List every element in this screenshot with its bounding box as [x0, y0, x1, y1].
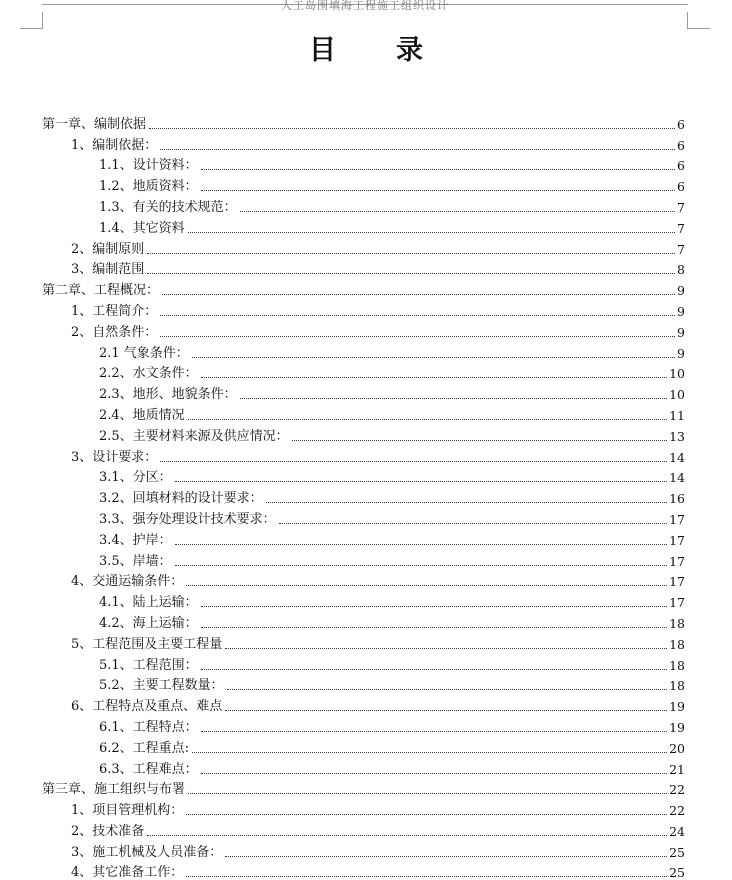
toc-leader-dots — [175, 544, 667, 545]
toc-entry-page: 21 — [669, 761, 685, 777]
toc-entry[interactable] — [42, 839, 685, 860]
toc-entry-label: 3.4、护岸： — [99, 532, 172, 548]
toc-entry-page: 13 — [669, 428, 685, 444]
toc-entry-page: 14 — [669, 470, 685, 486]
toc-entry[interactable] — [42, 194, 685, 215]
toc-entry-label: 2.2、水文条件： — [99, 366, 198, 382]
toc-leader-dots — [188, 419, 667, 420]
toc-entry[interactable] — [42, 111, 685, 132]
toc-entry-label: 3.5、岸墙： — [99, 553, 172, 569]
toc-entry-page: 18 — [669, 636, 685, 652]
toc-entry-page: 6 — [677, 158, 685, 174]
toc-entry-label: 第三章、施工组织与布署 — [42, 782, 186, 798]
toc-entry-label: 3、施工机械及人员准备： — [71, 844, 223, 860]
toc-leader-dots — [201, 773, 667, 774]
toc-entry-page: 9 — [677, 283, 685, 299]
toc-entry-label: 2.1 气象条件： — [99, 345, 189, 361]
toc-leader-dots — [192, 357, 675, 358]
toc-entry-page: 6 — [677, 179, 685, 195]
toc-entry-page: 19 — [669, 719, 685, 735]
toc-entry-label: 4、其它准备工作： — [71, 865, 184, 880]
toc-entry-page: 16 — [669, 491, 685, 507]
toc-entry[interactable] — [42, 673, 685, 694]
toc-entry[interactable] — [42, 485, 685, 506]
toc-entry[interactable] — [42, 631, 685, 652]
toc-leader-dots — [201, 190, 675, 191]
toc-leader-dots — [147, 273, 675, 274]
toc-entry-label: 1.4、其它资料 — [99, 220, 185, 236]
toc-entry-page: 8 — [677, 262, 685, 278]
toc-leader-dots — [162, 294, 675, 295]
toc-entry[interactable] — [42, 381, 685, 402]
toc-entry-page: 7 — [677, 220, 685, 236]
toc-entry[interactable] — [42, 361, 685, 382]
toc-entry-page: 9 — [677, 324, 685, 340]
toc-entry[interactable] — [42, 860, 685, 880]
toc-entry-page: 10 — [669, 366, 685, 382]
toc-entry[interactable] — [42, 589, 685, 610]
toc-entry-page: 22 — [669, 803, 685, 819]
toc-entry[interactable] — [42, 693, 685, 714]
toc-entry[interactable] — [42, 797, 685, 818]
toc-entry[interactable] — [42, 215, 685, 236]
toc-leader-dots — [192, 752, 667, 753]
toc-entry-label: 3.2、回填材料的设计要求： — [99, 491, 263, 507]
toc-leader-dots — [201, 627, 667, 628]
toc-leader-dots — [279, 523, 667, 524]
toc-entry-page: 17 — [669, 511, 685, 527]
toc-entry[interactable] — [42, 465, 685, 486]
toc-leader-dots — [201, 377, 667, 378]
toc-entry-page: 20 — [669, 740, 685, 756]
toc-entry-page: 9 — [677, 345, 685, 361]
crop-mark-top-right — [687, 12, 710, 29]
toc-entry[interactable] — [42, 610, 685, 631]
toc-entry[interactable] — [42, 777, 685, 798]
toc-entry-label: 2.4、地质情况 — [99, 407, 185, 423]
toc-entry[interactable] — [42, 257, 685, 278]
toc-entry-page: 18 — [669, 678, 685, 694]
toc-entry-label: 1.1、设计资料： — [99, 158, 198, 174]
toc-entry[interactable] — [42, 756, 685, 777]
toc-leader-dots — [186, 585, 667, 586]
toc-entry-label: 第一章、编制依据 — [42, 116, 147, 132]
toc-entry-label: 3.3、强夯处理设计技术要求： — [99, 511, 276, 527]
toc-entry-label: 6、工程特点及重点、难点 — [71, 699, 223, 715]
toc-entry-label: 4、交通运输条件： — [71, 574, 184, 590]
toc-entry-page: 25 — [669, 865, 685, 880]
toc-entry-label: 3、编制范围 — [71, 262, 145, 278]
toc-leader-dots — [188, 793, 667, 794]
toc-entry[interactable] — [42, 569, 685, 590]
toc-entry[interactable] — [42, 298, 685, 319]
toc-entry[interactable] — [42, 444, 685, 465]
toc-entry-page: 25 — [669, 844, 685, 860]
toc-entry-label: 2、编制原则 — [71, 241, 145, 257]
toc-entry-page: 18 — [669, 657, 685, 673]
toc-leader-dots — [225, 648, 667, 649]
toc-leader-dots — [201, 669, 667, 670]
toc-entry-label: 4.2、海上运输： — [99, 615, 198, 631]
toc-leader-dots — [160, 149, 675, 150]
toc-entry-page: 11 — [669, 407, 685, 423]
toc-entry-page: 6 — [677, 137, 685, 153]
toc-leader-dots — [175, 565, 667, 566]
toc-entry[interactable] — [42, 548, 685, 569]
toc-entry[interactable] — [42, 277, 685, 298]
running-header: 人工岛围填海工程施工组织设计 — [281, 0, 449, 12]
toc-entry-label: 2、技术准备 — [71, 823, 145, 839]
toc-entry-label: 第二章、工程概况： — [42, 283, 160, 299]
toc-entry[interactable] — [42, 506, 685, 527]
toc-leader-dots — [147, 835, 667, 836]
toc-leader-dots — [147, 253, 675, 254]
toc-entry-page: 6 — [677, 116, 685, 132]
toc-entry[interactable] — [42, 132, 685, 153]
toc-entry-label: 6.1、工程特点： — [99, 719, 198, 735]
toc-entry-page: 9 — [677, 303, 685, 319]
toc-leader-dots — [240, 398, 667, 399]
toc-leader-dots — [188, 232, 675, 233]
toc-entry[interactable] — [42, 818, 685, 839]
toc-title-right: 录 — [396, 35, 423, 66]
toc-leader-dots — [160, 461, 667, 462]
toc-entry-label: 1、项目管理机构： — [71, 803, 184, 819]
toc-leader-dots — [160, 336, 675, 337]
toc-leader-dots — [292, 440, 667, 441]
toc-entry-label: 5、工程范围及主要工程量 — [71, 636, 223, 652]
toc-title — [0, 28, 732, 67]
toc-leader-dots — [266, 502, 667, 503]
toc-entry-label: 3、设计要求： — [71, 449, 158, 465]
toc-entry-label: 1、工程简介： — [71, 303, 158, 319]
toc-entry-label: 3.1、分区： — [99, 470, 172, 486]
toc-leader-dots — [149, 128, 675, 129]
toc-leader-dots — [225, 856, 667, 857]
toc-entry-label: 2.5、主要材料来源及供应情况： — [99, 428, 289, 444]
toc-leader-dots — [240, 211, 675, 212]
toc-entry-page: 14 — [669, 449, 685, 465]
toc-entry-page: 17 — [669, 553, 685, 569]
table-of-contents — [42, 111, 685, 880]
toc-entry[interactable] — [42, 527, 685, 548]
toc-leader-dots — [186, 876, 667, 877]
toc-entry-page: 17 — [669, 595, 685, 611]
toc-entry-page: 7 — [677, 241, 685, 257]
toc-entry[interactable] — [42, 652, 685, 673]
toc-entry[interactable] — [42, 340, 685, 361]
toc-entry-page: 18 — [669, 615, 685, 631]
toc-entry-page: 19 — [669, 699, 685, 715]
toc-entry[interactable] — [42, 402, 685, 423]
toc-title-left: 目 — [309, 35, 336, 66]
toc-leader-dots — [186, 814, 667, 815]
toc-entry-page: 22 — [669, 782, 685, 798]
toc-entry[interactable] — [42, 153, 685, 174]
toc-entry[interactable] — [42, 735, 685, 756]
toc-entry-label: 1.2、地质资料： — [99, 179, 198, 195]
toc-entry[interactable] — [42, 173, 685, 194]
toc-leader-dots — [175, 481, 667, 482]
toc-entry-label: 6.2、工程重点: — [99, 740, 190, 756]
toc-entry[interactable] — [42, 714, 685, 735]
toc-leader-dots — [160, 315, 675, 316]
toc-leader-dots — [201, 731, 667, 732]
toc-entry-page: 24 — [669, 823, 685, 839]
crop-mark-top-left — [20, 12, 43, 29]
toc-entry-page: 17 — [669, 574, 685, 590]
toc-entry-label: 1、编制依据： — [71, 137, 158, 153]
toc-entry-label: 5.1、工程范围： — [99, 657, 198, 673]
toc-entry-label: 4.1、陆上运输： — [99, 595, 198, 611]
toc-entry-page: 17 — [669, 532, 685, 548]
toc-entry-label: 2.3、地形、地貌条件： — [99, 387, 237, 403]
toc-entry-page: 10 — [669, 387, 685, 403]
toc-entry-page: 7 — [677, 199, 685, 215]
toc-entry-label: 5.2、主要工程数量： — [99, 678, 224, 694]
toc-entry[interactable] — [42, 423, 685, 444]
toc-leader-dots — [225, 710, 667, 711]
toc-leader-dots — [201, 169, 675, 170]
toc-entry[interactable] — [42, 319, 685, 340]
page-header-rule — [42, 0, 688, 12]
toc-entry-label: 2、自然条件： — [71, 324, 158, 340]
toc-entry[interactable] — [42, 236, 685, 257]
toc-leader-dots — [227, 689, 667, 690]
toc-leader-dots — [201, 606, 667, 607]
toc-entry-label: 1.3、有关的技术规范： — [99, 199, 237, 215]
toc-entry-label: 6.3、工程难点： — [99, 761, 198, 777]
